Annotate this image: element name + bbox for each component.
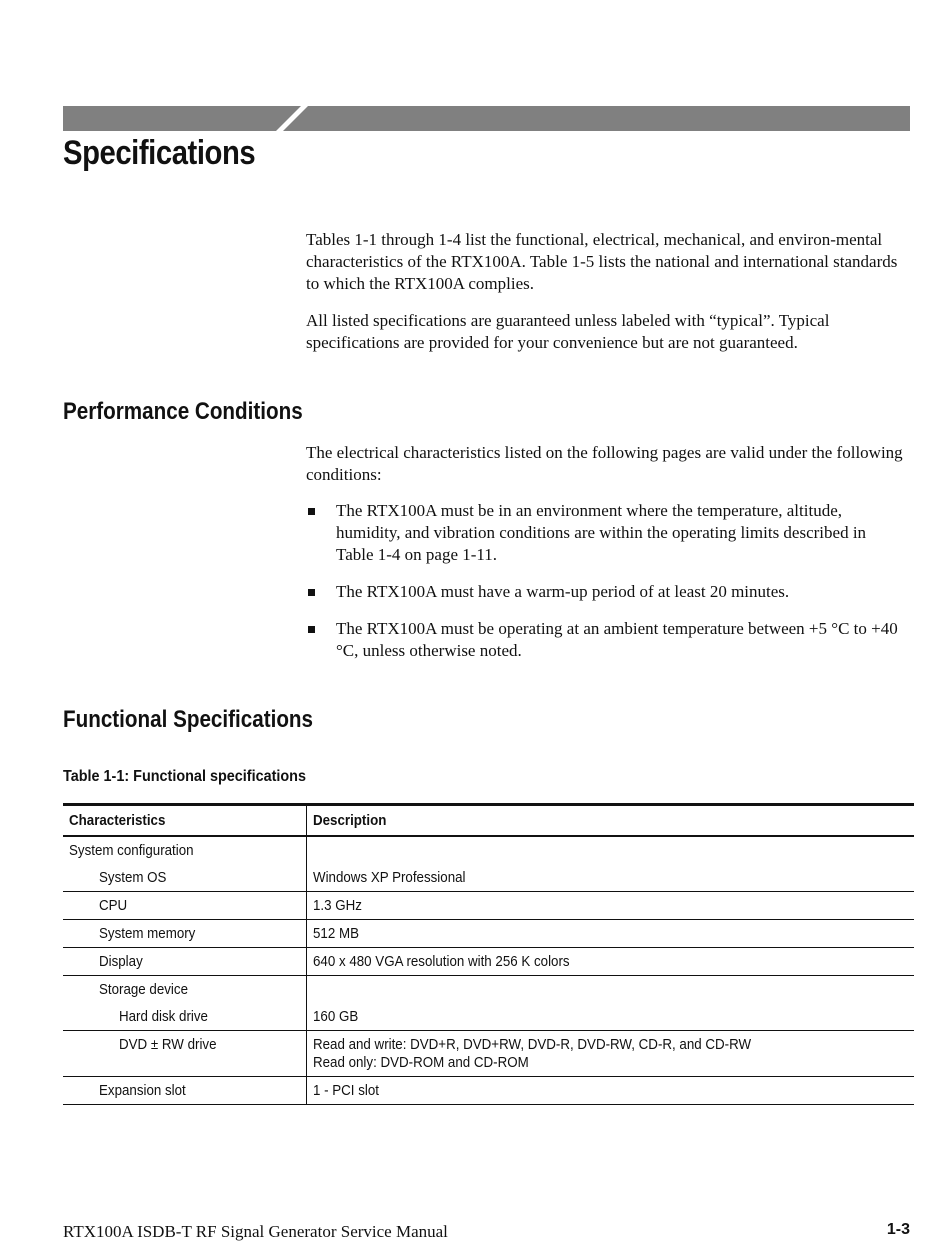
performance-intro	[306, 442, 904, 501]
table-row	[63, 1030, 914, 1076]
characteristic-cell: Storage device	[63, 975, 306, 1003]
intro-text	[306, 229, 904, 369]
table-row	[63, 836, 914, 864]
list-item-text: The RTX100A must be operating at an ambient temperature between +5 °C to +40 °C, unless otherwise noted.	[336, 619, 898, 660]
list-item-text: The RTX100A must be in an environment where the temperature, altitude, humidity, and vibration conditions are within the operating limits described in Table 1-4 on page 1-11.	[336, 501, 867, 564]
description-cell: 1 - PCI slot	[306, 1076, 914, 1104]
column-header: Description	[306, 805, 914, 836]
description-cell: Windows XP Professional	[306, 864, 914, 892]
characteristic-cell: System OS	[63, 864, 306, 892]
intro-paragraph: Tables 1-1 through 1-4 list the functional, electrical, mechanical, and environ-mental characteristics of the RTX100A. Table 1-5 lists the national and international standards to which the RTX100A complies.	[306, 230, 898, 293]
description-cell: Read and write: DVD+R, DVD+RW, DVD-R, DVD-RW, CD-R, and CD-RW Read only: DVD-ROM and CD-ROM	[306, 1030, 914, 1076]
bullet-square-icon	[308, 589, 315, 596]
description-cell: 160 GB	[306, 1003, 914, 1031]
description-cell: 640 x 480 VGA resolution with 256 K colors	[306, 947, 914, 975]
description-cell	[306, 836, 914, 864]
list-item	[306, 500, 904, 566]
functional-spec-table	[63, 803, 914, 1105]
description-cell: 1.3 GHz	[306, 891, 914, 919]
characteristic-cell: DVD ± RW drive	[63, 1030, 306, 1076]
functional-heading: Functional Specifications	[63, 706, 314, 733]
table-row	[63, 1003, 914, 1031]
description-cell: 512 MB	[306, 919, 914, 947]
conditions-list	[306, 500, 904, 677]
column-header: Characteristics	[63, 805, 306, 836]
characteristic-cell: System configuration	[63, 836, 306, 864]
table-row	[63, 947, 914, 975]
performance-heading: Performance Conditions	[63, 398, 303, 425]
bullet-square-icon	[308, 508, 315, 515]
table-row	[63, 1076, 914, 1104]
table-header-row	[63, 805, 914, 836]
intro-paragraph: All listed specifications are guaranteed unless labeled with “typical”. Typical specifications are provided for your convenience but are not guaranteed.	[306, 311, 830, 352]
characteristic-cell: Display	[63, 947, 306, 975]
table-row	[63, 919, 914, 947]
bullet-square-icon	[308, 626, 315, 633]
characteristic-cell: Expansion slot	[63, 1076, 306, 1104]
table-row	[63, 864, 914, 892]
list-item	[306, 581, 904, 603]
table-caption: Table 1-1: Functional specifications	[63, 768, 306, 785]
characteristic-cell: CPU	[63, 891, 306, 919]
characteristic-cell: Hard disk drive	[63, 1003, 306, 1031]
page-number: 1-3	[886, 1221, 910, 1238]
characteristic-cell: System memory	[63, 919, 306, 947]
list-item	[306, 618, 904, 662]
list-item-text: The RTX100A must have a warm-up period of at least 20 minutes.	[336, 582, 790, 601]
section-banner	[63, 106, 910, 131]
page-title: Specifications	[63, 134, 256, 172]
performance-intro-paragraph: The electrical characteristics listed on the following pages are valid under the following conditions:	[306, 443, 903, 484]
footer-manual-title: RTX100A ISDB-T RF Signal Generator Service Manual	[63, 1222, 448, 1241]
table-row	[63, 891, 914, 919]
table-row	[63, 975, 914, 1003]
description-cell	[306, 975, 914, 1003]
